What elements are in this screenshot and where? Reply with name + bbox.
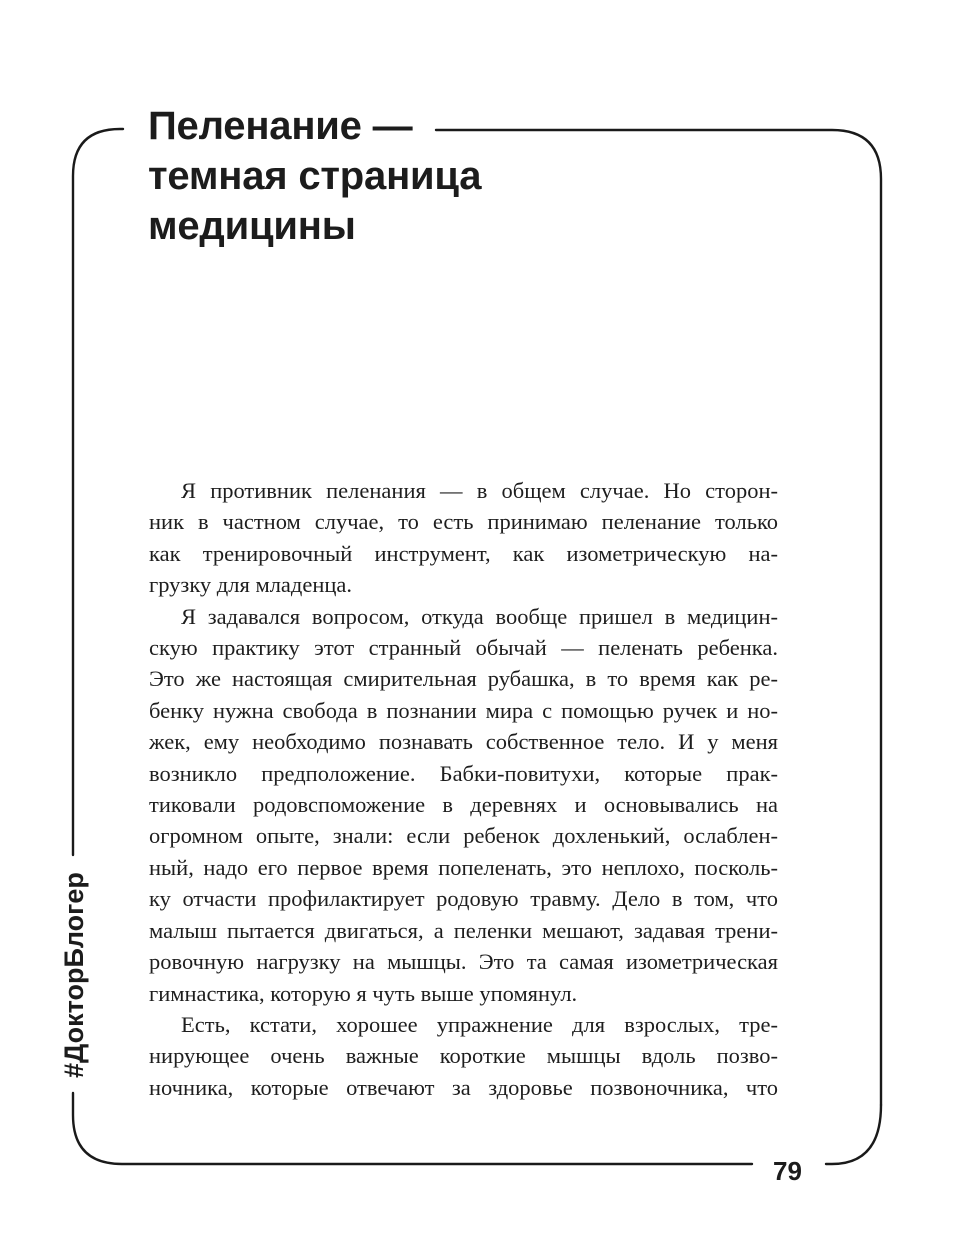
body-line: Я противник пеленания — в общем случае. Но сторон- [181,478,778,503]
body-line: нирующее очень важные короткие мышцы вдоль позво- [149,1043,778,1069]
body-line: ку отчасти профилактирует родовую травму. Дело в том, что [149,886,778,912]
body-line: огромном опыте, знали: если ребенок дохленький, ослаблен- [149,823,778,849]
body-line: жек, ему необходимо познавать собственное тело. И у меня [149,729,778,755]
frame-top-left-corner [73,129,123,855]
body-line: ник в частном случае, то есть принимаю пеленание только [149,509,778,535]
body-line: ровочную нагрузку на мышцы. Это та самая изометрическая [149,949,778,975]
chapter-title-line-2: темная страница [148,154,482,198]
body-line: Это же настоящая смирительная рубашка, в то время как ре- [149,666,778,692]
body-text [149,475,778,1103]
body-line: грузку для младенца. [149,572,353,598]
chapter-title-line-3: медицины [148,204,356,248]
body-line: Есть, кстати, хорошее упражнение для взрослых, тре- [181,1011,778,1037]
frame-bottom-right-corner [826,1105,881,1164]
body-line: скую практику этот странный обычай — пеленать ребенка. [149,635,778,661]
chapter-title [148,101,568,251]
body-line: малыш пытается двигаться, а пеленки мешают, задавая трени- [149,917,778,943]
body-line: тиковали родовспоможение в деревнях и основывались на [149,792,778,818]
body-line: как тренировочный инструмент, как изометрическую на- [149,540,778,566]
chapter-title-line-1: Пеленание — [148,104,413,148]
body-line: гимнастика, которую я чуть выше упомянул. [149,980,578,1006]
body-line: ночника, которые отвечают за здоровье позвоночника, что [149,1074,778,1100]
side-hashtag: #ДокторБлогер [59,872,89,1078]
body-line: Я задавался вопросом, откуда вообще пришел в медицин- [181,603,778,629]
page-number: 79 [773,1156,802,1186]
body-line: бенку нужна свобода в познании мира с помощью ручек и но- [149,697,778,723]
frame-bottom-left-corner [73,1093,752,1164]
body-line: возникло предположение. Бабки-повитухи, которые прак- [149,760,778,786]
body-line: ный, надо его первое время попеленать, это неплохо, посколь- [149,854,778,880]
